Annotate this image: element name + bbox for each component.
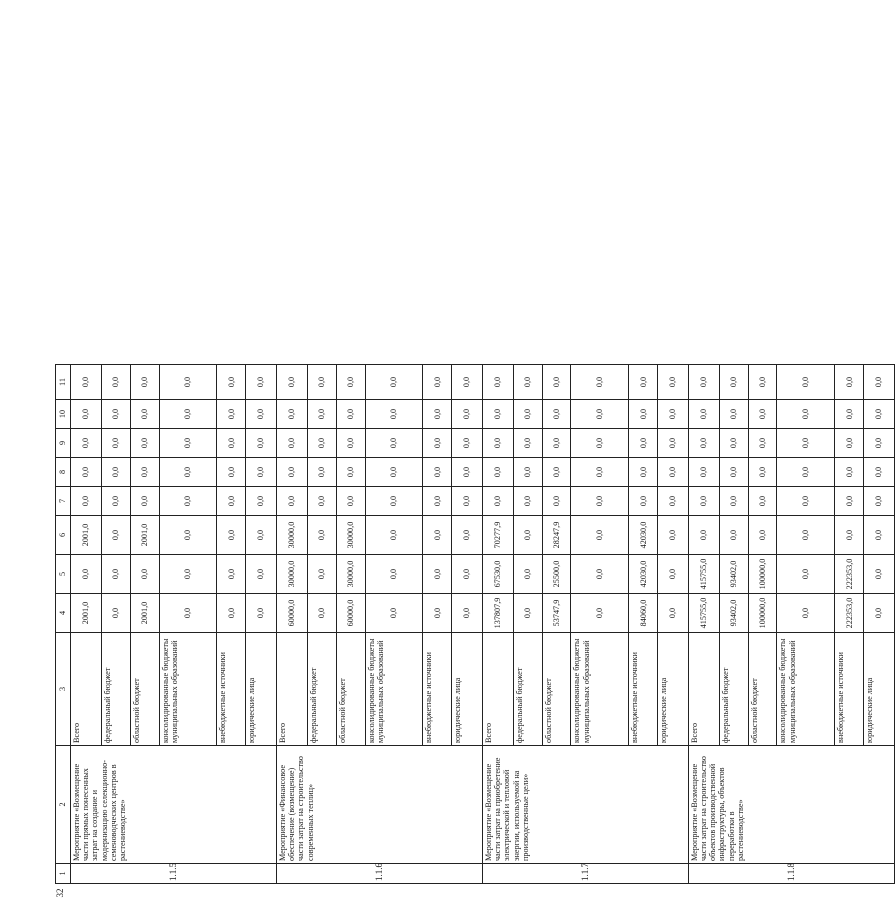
value-cell: 30000,0: [336, 555, 365, 594]
value-cell: 0,0: [542, 429, 571, 458]
value-cell: 0,0: [246, 400, 277, 429]
value-cell: 0,0: [101, 365, 130, 400]
value-cell: 0,0: [307, 400, 336, 429]
value-cell: 0,0: [513, 400, 542, 429]
value-cell: 0,0: [307, 429, 336, 458]
value-cell: 0,0: [513, 365, 542, 400]
value-cell: 0,0: [336, 429, 365, 458]
section-index: 1.1.5: [71, 864, 277, 884]
value-cell: 0,0: [423, 555, 452, 594]
value-cell: 0,0: [246, 458, 277, 487]
column-header: 9: [56, 429, 71, 458]
value-cell: 0,0: [159, 365, 217, 400]
value-cell: 0,0: [365, 429, 423, 458]
value-cell: 93402,0: [719, 555, 748, 594]
value-cell: 0,0: [777, 516, 835, 555]
funding-source: юридические лица: [864, 633, 895, 746]
value-cell: 0,0: [629, 458, 658, 487]
value-cell: 30000,0: [276, 516, 307, 555]
value-cell: 60000,0: [336, 594, 365, 633]
value-cell: 0,0: [217, 458, 246, 487]
value-cell: 0,0: [159, 594, 217, 633]
column-header: 5: [56, 555, 71, 594]
value-cell: 0,0: [365, 458, 423, 487]
value-cell: 0,0: [719, 400, 748, 429]
value-cell: 0,0: [365, 487, 423, 516]
value-cell: 0,0: [217, 487, 246, 516]
value-cell: 2001,0: [130, 594, 159, 633]
funding-source: областной бюджет: [542, 633, 571, 746]
value-cell: 0,0: [365, 516, 423, 555]
value-cell: 0,0: [365, 365, 423, 400]
value-cell: 0,0: [307, 555, 336, 594]
section-title: Мероприятие «Возмещение части прямых понесенных затрат на создание и модернизацию селекционно-семеноводческих центров в растениеводстве»: [71, 746, 277, 864]
value-cell: 0,0: [835, 429, 864, 458]
value-cell: 0,0: [571, 400, 629, 429]
value-cell: 0,0: [482, 429, 513, 458]
value-cell: 53747,9: [542, 594, 571, 633]
value-cell: 0,0: [571, 516, 629, 555]
value-cell: 0,0: [130, 429, 159, 458]
value-cell: 0,0: [688, 458, 719, 487]
value-cell: 0,0: [542, 487, 571, 516]
value-cell: 25500,0: [542, 555, 571, 594]
value-cell: 0,0: [71, 400, 102, 429]
value-cell: 0,0: [542, 458, 571, 487]
section-title: Мероприятие «Финансовое обеспечение (возмещение) части затрат на строительство современных теплиц»: [276, 746, 482, 864]
value-cell: 0,0: [482, 365, 513, 400]
value-cell: 84060,0: [629, 594, 658, 633]
value-cell: 0,0: [513, 487, 542, 516]
value-cell: 0,0: [130, 487, 159, 516]
value-cell: 0,0: [365, 594, 423, 633]
value-cell: 0,0: [276, 487, 307, 516]
table-row: [276, 365, 307, 884]
value-cell: 0,0: [688, 400, 719, 429]
column-header: 3: [56, 633, 71, 746]
column-header: 11: [56, 365, 71, 400]
value-cell: 0,0: [101, 487, 130, 516]
value-cell: 0,0: [482, 458, 513, 487]
value-cell: 0,0: [777, 487, 835, 516]
value-cell: 0,0: [688, 487, 719, 516]
value-cell: 222353,0: [835, 594, 864, 633]
funding-source: областной бюджет: [748, 633, 777, 746]
value-cell: 0,0: [864, 594, 895, 633]
value-cell: 0,0: [71, 555, 102, 594]
funding-source: Всего: [688, 633, 719, 746]
value-cell: 0,0: [365, 555, 423, 594]
column-header: 10: [56, 400, 71, 429]
value-cell: 0,0: [159, 429, 217, 458]
value-cell: 0,0: [307, 365, 336, 400]
value-cell: 0,0: [864, 487, 895, 516]
value-cell: 0,0: [719, 458, 748, 487]
value-cell: 0,0: [423, 400, 452, 429]
value-cell: 0,0: [482, 487, 513, 516]
value-cell: 222353,0: [835, 555, 864, 594]
value-cell: 0,0: [365, 400, 423, 429]
table-row: [71, 365, 102, 884]
value-cell: 2001,0: [71, 594, 102, 633]
value-cell: 0,0: [571, 458, 629, 487]
funding-source: консолидированные бюджеты муниципальных образований: [159, 633, 217, 746]
value-cell: 0,0: [217, 365, 246, 400]
value-cell: 0,0: [130, 365, 159, 400]
value-cell: 0,0: [658, 555, 689, 594]
value-cell: 0,0: [748, 458, 777, 487]
header-row: [56, 365, 71, 884]
value-cell: 0,0: [777, 555, 835, 594]
value-cell: 0,0: [629, 487, 658, 516]
value-cell: 0,0: [864, 516, 895, 555]
value-cell: 0,0: [159, 516, 217, 555]
value-cell: 0,0: [130, 458, 159, 487]
value-cell: 0,0: [452, 458, 483, 487]
value-cell: 0,0: [71, 365, 102, 400]
value-cell: 42030,0: [629, 555, 658, 594]
funding-source: федеральный бюджет: [719, 633, 748, 746]
value-cell: 0,0: [452, 555, 483, 594]
value-cell: 0,0: [864, 555, 895, 594]
column-header: 1: [56, 864, 71, 884]
value-cell: 0,0: [719, 365, 748, 400]
funding-source: Всего: [71, 633, 102, 746]
value-cell: 0,0: [658, 365, 689, 400]
column-header: 7: [56, 487, 71, 516]
value-cell: 0,0: [542, 365, 571, 400]
value-cell: 0,0: [452, 487, 483, 516]
column-header: 6: [56, 516, 71, 555]
value-cell: 0,0: [276, 429, 307, 458]
value-cell: 0,0: [688, 365, 719, 400]
value-cell: 0,0: [571, 365, 629, 400]
value-cell: 0,0: [658, 516, 689, 555]
funding-source: консолидированные бюджеты муниципальных образований: [571, 633, 629, 746]
page-number: 32: [55, 888, 65, 898]
value-cell: 0,0: [423, 429, 452, 458]
funding-source: Всего: [482, 633, 513, 746]
value-cell: 0,0: [748, 487, 777, 516]
funding-source: федеральный бюджет: [307, 633, 336, 746]
value-cell: 0,0: [217, 400, 246, 429]
value-cell: 0,0: [571, 429, 629, 458]
value-cell: 0,0: [513, 429, 542, 458]
value-cell: 0,0: [777, 400, 835, 429]
value-cell: 0,0: [864, 429, 895, 458]
value-cell: 0,0: [835, 458, 864, 487]
value-cell: 0,0: [719, 429, 748, 458]
section-index: 1.1.8: [688, 864, 894, 884]
value-cell: 0,0: [276, 400, 307, 429]
value-cell: 0,0: [513, 594, 542, 633]
value-cell: 0,0: [452, 516, 483, 555]
value-cell: 0,0: [452, 365, 483, 400]
value-cell: 0,0: [835, 365, 864, 400]
value-cell: 0,0: [423, 458, 452, 487]
value-cell: 30000,0: [276, 555, 307, 594]
funding-source: консолидированные бюджеты муниципальных образований: [365, 633, 423, 746]
section-index: 1.1.7: [482, 864, 688, 884]
value-cell: 0,0: [482, 400, 513, 429]
column-header: 2: [56, 746, 71, 864]
value-cell: 30000,0: [336, 516, 365, 555]
funding-source: федеральный бюджет: [101, 633, 130, 746]
value-cell: 0,0: [777, 429, 835, 458]
value-cell: 0,0: [629, 365, 658, 400]
value-cell: 0,0: [246, 429, 277, 458]
value-cell: 0,0: [130, 555, 159, 594]
value-cell: 0,0: [276, 365, 307, 400]
section-title: Мероприятие «Возмещение части затрат на строительство объектов производственной инфраструктуры, объектов переработки в растениеводстве»: [688, 746, 894, 864]
value-cell: 0,0: [246, 365, 277, 400]
value-cell: 0,0: [307, 516, 336, 555]
value-cell: 0,0: [159, 458, 217, 487]
value-cell: 0,0: [101, 555, 130, 594]
value-cell: 0,0: [246, 487, 277, 516]
value-cell: 0,0: [336, 487, 365, 516]
value-cell: 0,0: [307, 487, 336, 516]
value-cell: 415755,0: [688, 594, 719, 633]
funding-source: областной бюджет: [336, 633, 365, 746]
value-cell: 0,0: [748, 429, 777, 458]
value-cell: 0,0: [101, 458, 130, 487]
funding-source: консолидированные бюджеты муниципальных образований: [777, 633, 835, 746]
column-header: 8: [56, 458, 71, 487]
value-cell: 0,0: [246, 594, 277, 633]
value-cell: 0,0: [571, 555, 629, 594]
value-cell: 137807,9: [482, 594, 513, 633]
value-cell: 100000,0: [748, 594, 777, 633]
value-cell: 93402,0: [719, 594, 748, 633]
value-cell: 0,0: [513, 458, 542, 487]
value-cell: 0,0: [452, 400, 483, 429]
value-cell: 67530,0: [482, 555, 513, 594]
value-cell: 0,0: [835, 516, 864, 555]
value-cell: 0,0: [864, 365, 895, 400]
value-cell: 0,0: [246, 516, 277, 555]
table-row: [482, 365, 513, 884]
value-cell: 0,0: [101, 400, 130, 429]
value-cell: 70277,9: [482, 516, 513, 555]
value-cell: 0,0: [658, 400, 689, 429]
value-cell: 0,0: [777, 594, 835, 633]
column-header: 4: [56, 594, 71, 633]
value-cell: 28247,9: [542, 516, 571, 555]
value-cell: 0,0: [835, 487, 864, 516]
value-cell: 0,0: [864, 458, 895, 487]
value-cell: 0,0: [777, 458, 835, 487]
value-cell: 0,0: [777, 365, 835, 400]
value-cell: 0,0: [688, 429, 719, 458]
value-cell: 0,0: [452, 429, 483, 458]
value-cell: 0,0: [217, 594, 246, 633]
value-cell: 0,0: [71, 458, 102, 487]
value-cell: 0,0: [658, 594, 689, 633]
value-cell: 0,0: [71, 487, 102, 516]
value-cell: 100000,0: [748, 555, 777, 594]
value-cell: 0,0: [423, 365, 452, 400]
value-cell: 2001,0: [71, 516, 102, 555]
value-cell: 0,0: [159, 400, 217, 429]
funding-source: юридические лица: [452, 633, 483, 746]
value-cell: 0,0: [658, 429, 689, 458]
budget-table: [55, 364, 895, 884]
value-cell: 0,0: [571, 487, 629, 516]
value-cell: 0,0: [513, 516, 542, 555]
value-cell: 0,0: [71, 429, 102, 458]
value-cell: 0,0: [864, 400, 895, 429]
funding-source: Всего: [276, 633, 307, 746]
value-cell: 0,0: [748, 516, 777, 555]
value-cell: 0,0: [542, 400, 571, 429]
value-cell: 415755,0: [688, 555, 719, 594]
funding-source: федеральный бюджет: [513, 633, 542, 746]
value-cell: 0,0: [130, 400, 159, 429]
funding-source: внебюджетные источники: [629, 633, 658, 746]
value-cell: 0,0: [513, 555, 542, 594]
funding-source: областной бюджет: [130, 633, 159, 746]
value-cell: 0,0: [748, 400, 777, 429]
section-title: Мероприятие «Возмещение части затрат на приобретение электрической и тепловой энергии, используемой на производственные цели»: [482, 746, 688, 864]
value-cell: 0,0: [688, 516, 719, 555]
value-cell: 2001,0: [130, 516, 159, 555]
rotated-page: [55, 60, 884, 900]
value-cell: 0,0: [423, 487, 452, 516]
value-cell: 0,0: [835, 400, 864, 429]
value-cell: 0,0: [276, 458, 307, 487]
value-cell: 0,0: [571, 594, 629, 633]
value-cell: 0,0: [159, 555, 217, 594]
value-cell: 0,0: [217, 516, 246, 555]
funding-source: юридические лица: [246, 633, 277, 746]
value-cell: 0,0: [336, 458, 365, 487]
funding-source: внебюджетные источники: [423, 633, 452, 746]
value-cell: 60000,0: [276, 594, 307, 633]
value-cell: 0,0: [629, 429, 658, 458]
value-cell: 0,0: [307, 594, 336, 633]
value-cell: 0,0: [658, 487, 689, 516]
value-cell: 0,0: [719, 487, 748, 516]
value-cell: 0,0: [658, 458, 689, 487]
value-cell: 0,0: [101, 594, 130, 633]
funding-source: юридические лица: [658, 633, 689, 746]
value-cell: 0,0: [336, 365, 365, 400]
value-cell: 0,0: [748, 365, 777, 400]
funding-source: внебюджетные источники: [835, 633, 864, 746]
value-cell: 0,0: [217, 555, 246, 594]
value-cell: 0,0: [217, 429, 246, 458]
section-index: 1.1.6: [276, 864, 482, 884]
value-cell: 0,0: [423, 594, 452, 633]
value-cell: 0,0: [336, 400, 365, 429]
value-cell: 0,0: [159, 487, 217, 516]
value-cell: 0,0: [719, 516, 748, 555]
value-cell: 0,0: [246, 555, 277, 594]
value-cell: 0,0: [452, 594, 483, 633]
funding-source: внебюджетные источники: [217, 633, 246, 746]
value-cell: 0,0: [101, 429, 130, 458]
value-cell: 42030,0: [629, 516, 658, 555]
value-cell: 0,0: [629, 400, 658, 429]
table-row: [688, 365, 719, 884]
value-cell: 0,0: [423, 516, 452, 555]
value-cell: 0,0: [101, 516, 130, 555]
value-cell: 0,0: [307, 458, 336, 487]
